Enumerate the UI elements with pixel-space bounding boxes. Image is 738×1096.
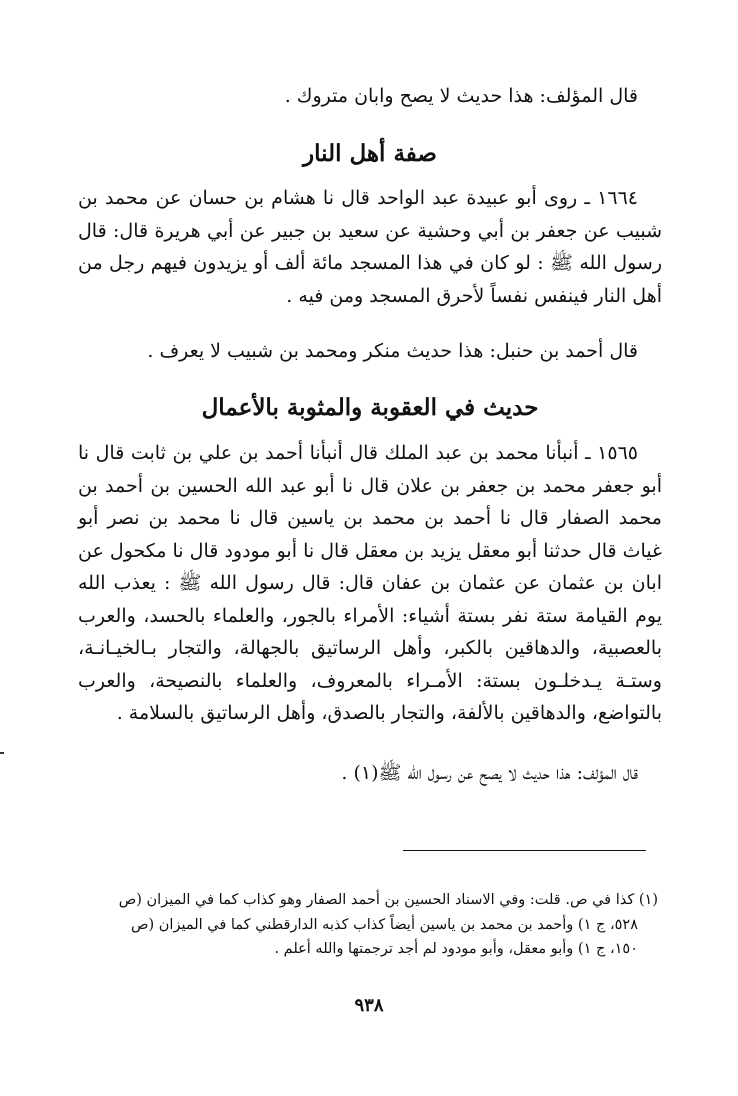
- ahmad-comment-text: قال أحمد بن حنبل: هذا حديث منكر ومحمد بن شبيب لا يعرف .: [147, 340, 638, 362]
- author-note-text: قال المؤلف: هذا حديث لا يصح وابان متروك .: [284, 85, 638, 107]
- footnotes: [78, 888, 658, 962]
- footnote-line-3: ١٥٠، ج ١) وأبو معقل، وأبو مودود لم أجد ترجمتها والله أعلم .: [274, 941, 638, 957]
- footnote-separator: [403, 850, 646, 851]
- margin-mark: [0, 752, 4, 754]
- hadith-1565-text: ١٥٦٥ ـ أنبأنا محمد بن عبد الملك قال أنبأنا أحمد بن علي بن ثابت قال نا أبو جعفر محمد بن جعفر بن علان قال نا أبو عبد الله الحسين بن أحمد بن محمد الصفار قال نا أحمد بن محمد بن ياسين قال نا محمد بن نصر أبو غياث قال حدثنا أبو معقل يزيد بن معقل قال نا أبو مودود قال نا مكحول عن ابان بن عثمان عن عثمان بن عفان قال: قال رسول الله ﷺ : يعذب الله يوم القيامة ستة نفر بستة أشياء: الأمراء بالجور، والعلماء بالحسد، والعرب بالعصبية، والدهاقين بالكبر، وأهل الرساتيق بالجهالة، والتجار بـالخيـانـة، وستـة يـدخلـون بستة: الأمـراء بالمعروف، والعلماء بالنصيحة، والعرب بالتواضع، والدهاقين بالألفة، والتجار بالصدق، وأهل الرساتيق بالسلامة .: [78, 442, 662, 724]
- author-note-top: [78, 80, 662, 113]
- author-comment-text: قال المؤلف: هذا حديث لا يصح عن رسول الله ﷺ(١) .: [341, 762, 638, 784]
- section-heading-punishment-reward: حديث في العقوبة والمثوبة بالأعمال: [201, 394, 539, 421]
- author-comment-block: [78, 757, 662, 790]
- hadith-1565-block: [78, 437, 662, 730]
- footnote-line-2: ٥٢٨، ج ١) وأحمد بن محمد بن ياسين أيضاً كذاب كذبه الدارقطني كما في الميزان (ص: [130, 916, 638, 933]
- page-number: ٩٣٨: [354, 995, 384, 1016]
- hadith-1664-text: ١٦٦٤ ـ روى أبو عبيدة عبد الواحد قال نا هشام بن حسان عن محمد بن شبيب عن جعفر بن أبي وحشية عن سعيد بن جبير عن أبي هريرة قال: قال رسول الله ﷺ : لو كان في هذا المسجد مائة ألف أو يزيدون فيهم رجل من أهل النار فينفس نفساً لأحرق المسجد ومن فيه .: [78, 187, 662, 307]
- ahmad-comment-block: [78, 335, 662, 368]
- footnote-line-1: (١) كذا في ص. قلت: وفي الاسناد الحسين بن أحمد الصفار وهو كذاب كما في الميزان (ص: [118, 892, 658, 908]
- hadith-1664-block: [78, 182, 662, 312]
- section-heading-people-of-fire: صفة أهل النار: [303, 140, 437, 167]
